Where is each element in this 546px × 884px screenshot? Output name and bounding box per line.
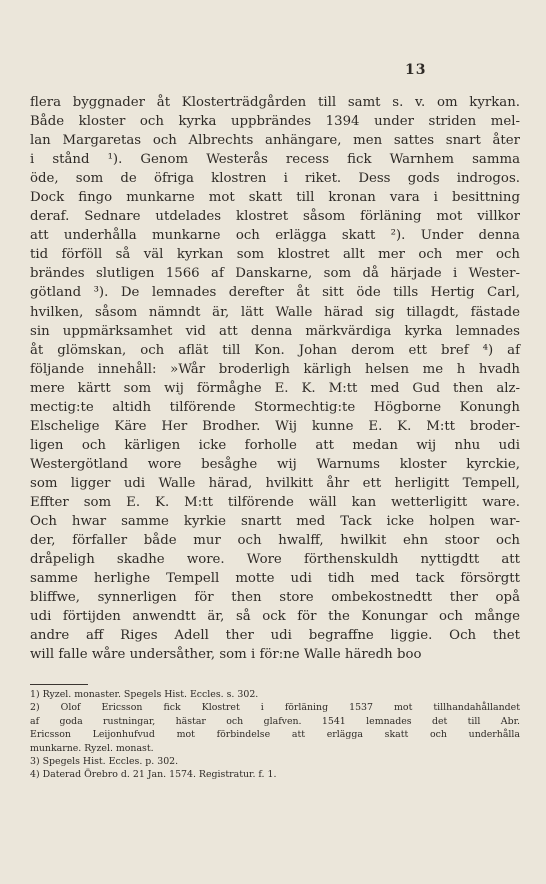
- text-line: deraf. Sednare utdelades klostret såsom förläning mot villkor: [30, 209, 520, 225]
- text-line: ligen och kärligen icke forholle att medan wij nhu udi: [30, 437, 520, 453]
- text-line: följande innehåll: »Wår broderligh kärligh helsen me h hvadh: [30, 361, 520, 377]
- footnote-line: Ericsson Leijonhufvud mot förbindelse att erlägga skatt och underhålla: [30, 729, 520, 741]
- text-line: andre aff Riges Adell ther udi begraffne liggie. Och thet: [30, 628, 520, 644]
- text-line: sin uppmärksamhet vid att denna märkvärdiga kyrka lemnades: [30, 323, 520, 339]
- text-line: will falle wåre undersåther, som i för:ne Walle häredh boo: [30, 647, 422, 663]
- footnote-line: 3) Spegels Hist. Eccles. p. 302.: [30, 755, 179, 767]
- footnote-line: 2) Olof Ericsson fick Klostret i förläning 1537 mot tillhandahållandet: [30, 702, 520, 714]
- text-line: dråpeligh skadhe wore. Wore förthenskuldh nyttigdtt att: [30, 552, 520, 568]
- text-line: brändes slutligen 1566 af Danskarne, som då härjade i Wester-: [30, 266, 520, 282]
- text-line: öde, som de öfriga klostren i riket. Dess gods indrogos.: [30, 171, 520, 187]
- footnotes: [30, 688, 520, 782]
- footnote-divider: [30, 684, 88, 685]
- text-line: Westergötland wore besåghe wij Warnums kloster kyrckie,: [30, 456, 520, 472]
- text-line: udi förtijden anwendtt är, så ock för the Konungar och månge: [30, 609, 520, 625]
- text-line: lan Margaretas och Albrechts anhängare, men sattes snart åter: [30, 133, 520, 149]
- text-line: Elschelige Käre Her Brodher. Wij kunne E. K. M:tt broder-: [30, 418, 520, 434]
- text-line: Och hwar samme kyrkie snartt med Tack icke holpen war-: [30, 514, 520, 530]
- footnote-line: af goda rustningar, hästar och glafven. 1541 lemnades det till Abr.: [30, 715, 520, 727]
- page-number: 13: [405, 62, 427, 78]
- text-line: flera byggnader åt Klosterträdgården till samt s. v. om kyrkan.: [30, 95, 520, 110]
- text-line: hvilken, såsom nämndt är, lätt Walle härad sig tillagdt, fästade: [30, 304, 520, 320]
- footnote-line: 1) Ryzel. monaster. Spegels Hist. Eccles. s. 302.: [30, 689, 259, 700]
- text-line: götland ³). De lemnades derefter åt sitt öde tills Hertig Carl,: [30, 285, 520, 301]
- text-line: bliffwe, synnerligen för then store ombekostnedtt ther opå: [30, 590, 520, 606]
- text-line: tid förföll så väl kyrkan som klostret allt mer och mer och: [30, 247, 520, 263]
- footnote-line: munkarne. Ryzel. monast.: [30, 742, 154, 754]
- text-line: samme herlighe Tempell motte udi tidh med tack försörgtt: [30, 571, 520, 587]
- text-line: åt glömskan, och aflät till Kon. Johan derom ett bref ⁴) af: [30, 342, 520, 358]
- text-line: att underhålla munkarne och erlägga skatt ²). Under denna: [30, 228, 520, 244]
- text-line: mectig:te altidh tilförende Stormechtig:te Högborne Konungh: [30, 399, 520, 415]
- text-line: Både kloster och kyrka uppbrändes 1394 under striden mel-: [30, 114, 520, 130]
- text-line: som ligger udi Walle härad, hvilkitt åhr ett herligitt Tempell,: [30, 475, 520, 491]
- text-line: Dock fingo munkarne mot skatt till kronan vara i besittning: [30, 190, 520, 206]
- text-line: mere kärtt som wij förmåghe E. K. M:tt med Gud then alz-: [30, 380, 520, 396]
- text-line: der, förfaller både mur och hwalff, hwilkit ehn stoor och: [30, 533, 520, 549]
- footnote-line: 4) Daterad Örebro d. 21 Jan. 1574. Registratur. f. 1.: [30, 769, 277, 781]
- body-text: [30, 93, 520, 664]
- text-line: Effter som E. K. M:tt tilförende wäll kan wetterligitt ware.: [30, 494, 520, 510]
- text-line: i stånd ¹). Genom Westerås recess fick Warnhem samma: [30, 152, 520, 168]
